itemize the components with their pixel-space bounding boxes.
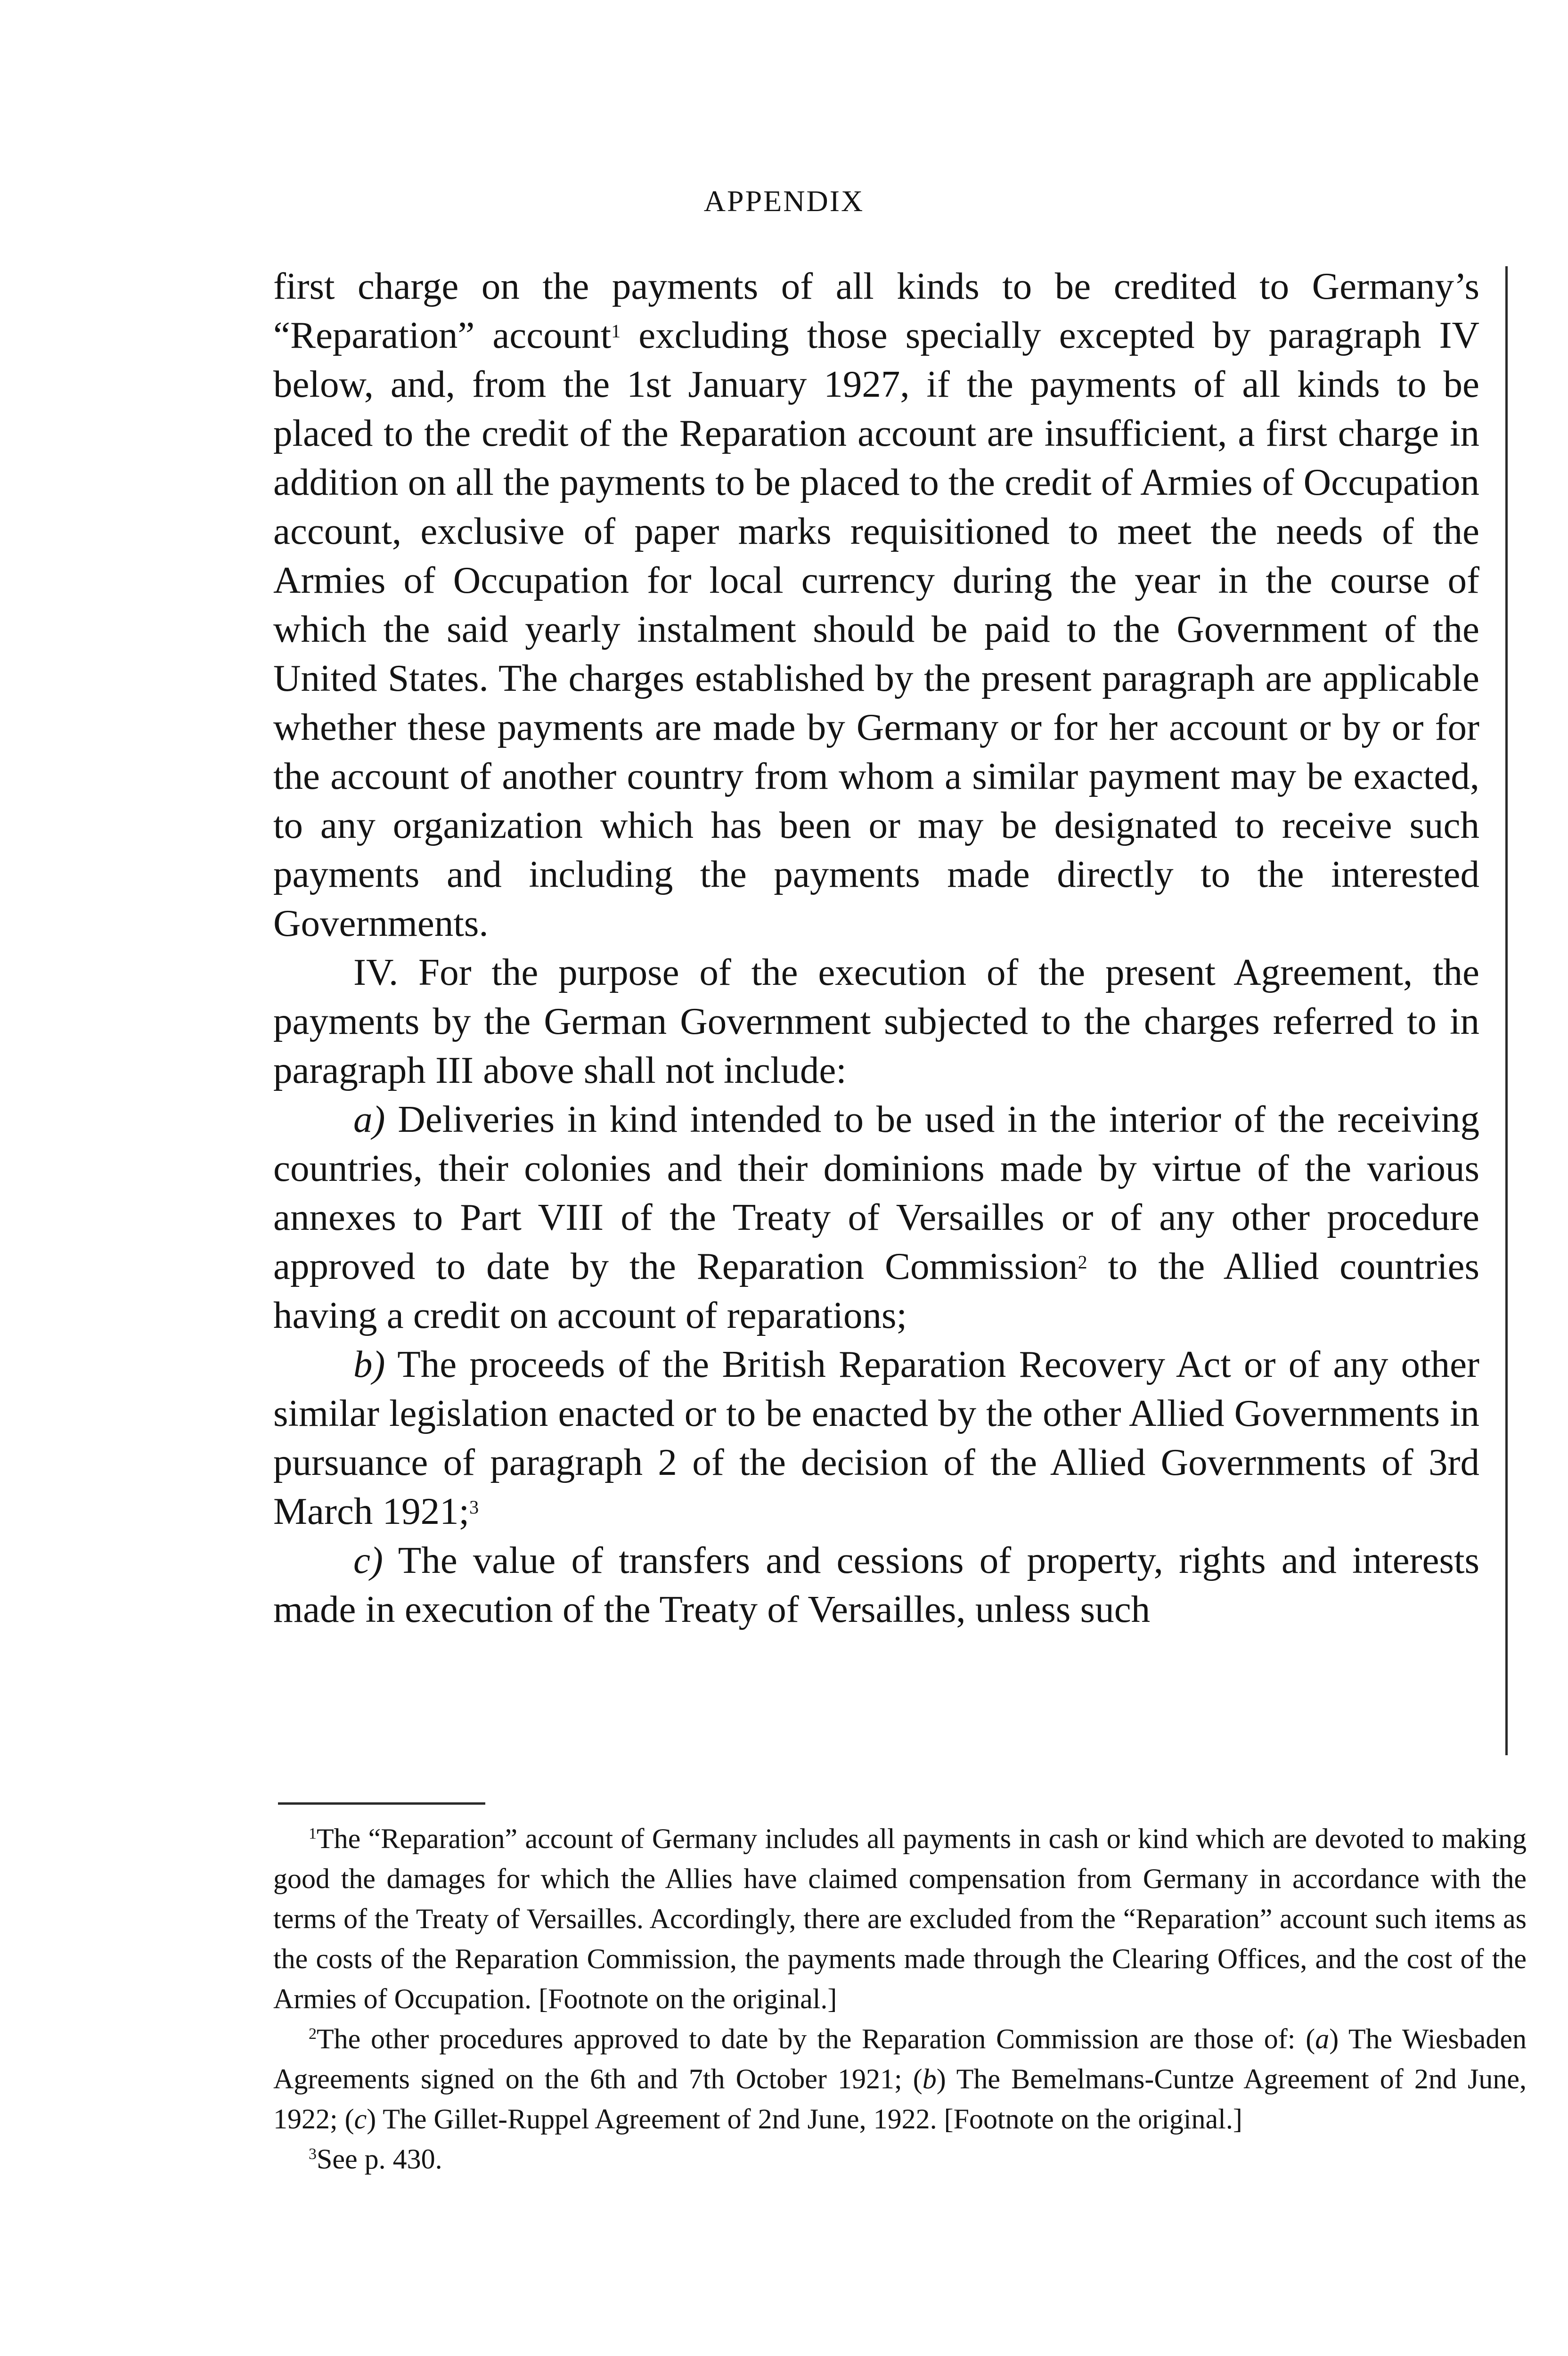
paragraph-continuation	[273, 262, 1479, 948]
footnote-text: ) The Wiesbaden Agreements signed on the 6th and 7th October 1921; (	[273, 2023, 1527, 2094]
paragraph-iv: IV. For the purpose of the execution of the present Agreement, the payments by the German Government subjected to the charges referred to in paragraph III above shall not include:	[273, 951, 1479, 1091]
footnote-text: The “Reparation” account of Germany includes all payments in cash or kind which are devoted to making good the damages for which the Allies have claimed compensation from Germany in accordance with the terms of the Treaty of Versailles. Accordingly, there are excluded from the “Reparation” account such items as the costs of the Reparation Commission, the payments made through the Clearing Offices, and the cost of the Armies of Occupation. [Footnote on the original.]	[273, 1823, 1527, 2014]
paragraph-text: excluding those specially excepted by paragraph IV below, and, from the 1st January 1927, if the payments of all kinds to be placed to the credit of the Reparation account are insufficient, a first charge in addition on all the payments to be placed to the credit of Armies of Occupation account, exclusive of paper marks requisitioned to meet the needs of the Armies of Occupation for local currency during the year in the course of which the said yearly instalment should be paid to the Government of the United States. The charges established by the present paragraph are applicable whether these payments are made by Germany or for her account or by or for the account of another country from whom a similar payment may be exacted, to any organization which has been or may be designated to receive such payments and including the payments made directly to the interested Governments.	[273, 314, 1479, 944]
footnotes	[273, 1819, 1527, 2179]
footnote-text: See p. 430.	[317, 2143, 442, 2175]
paragraph-text: first charge on the payments of all kinds to be credited to Germany’s “Reparation” account	[273, 265, 1479, 356]
list-item-c	[273, 1536, 1479, 1634]
footnote-number: 2	[309, 2025, 317, 2043]
item-text: Deliveries in kind intended to be used in the interior of the receiving countries, their colonies and their dominions made by virtue of the various annexes to Part VIII of the Treaty of Versailles or of any other procedure approved to date by the Reparation Commission	[273, 1098, 1479, 1287]
footnote-2	[273, 2019, 1527, 2139]
footnote-number: 3	[309, 2145, 317, 2163]
item-label-b: b)	[353, 1343, 385, 1385]
footnote-label: b	[922, 2063, 937, 2094]
item-text: The value of transfers and cessions of property, rights and interests made in execution of the Treaty of Versailles, unless such	[273, 1539, 1479, 1630]
list-item-b	[273, 1340, 1479, 1536]
footnote-label: a	[1315, 2023, 1330, 2054]
footnote-ref-3: 3	[469, 1497, 479, 1518]
item-text: The proceeds of the British Reparation Recovery Act or of any other similar legislation enacted or to be enacted by the other Allied Governments in pursuance of paragraph 2 of the decision of the Allied Governments of 3rd March 1921;	[273, 1343, 1479, 1532]
footnote-text: ) The Bemelmans-Cuntze Agreement of 2nd June, 1922; (	[273, 2063, 1527, 2135]
footnote-ref-1: 1	[611, 320, 621, 342]
list-item-a	[273, 1095, 1479, 1340]
footnote-label: c	[354, 2103, 367, 2135]
footnote-ref-2: 2	[1078, 1252, 1087, 1273]
footnote-number: 1	[309, 1825, 317, 1842]
footnote-text: ) The Gillet-Ruppel Agreement of 2nd June, 1922. [Footnote on the original.]	[367, 2103, 1242, 2135]
margin-rule	[1505, 266, 1508, 1755]
footnote-3	[273, 2139, 1527, 2179]
main-text	[273, 262, 1479, 1634]
item-text: to the Allied countries having a credit on account of reparations;	[273, 1245, 1479, 1336]
footnote-1	[273, 1819, 1527, 2019]
footnote-text: The other procedures approved to date by the Reparation Commission are those of: (	[317, 2023, 1315, 2054]
item-label-a: a)	[353, 1098, 385, 1140]
item-label-c: c)	[353, 1539, 383, 1581]
footnote-rule	[278, 1802, 485, 1805]
page-header: APPENDIX	[703, 184, 865, 218]
